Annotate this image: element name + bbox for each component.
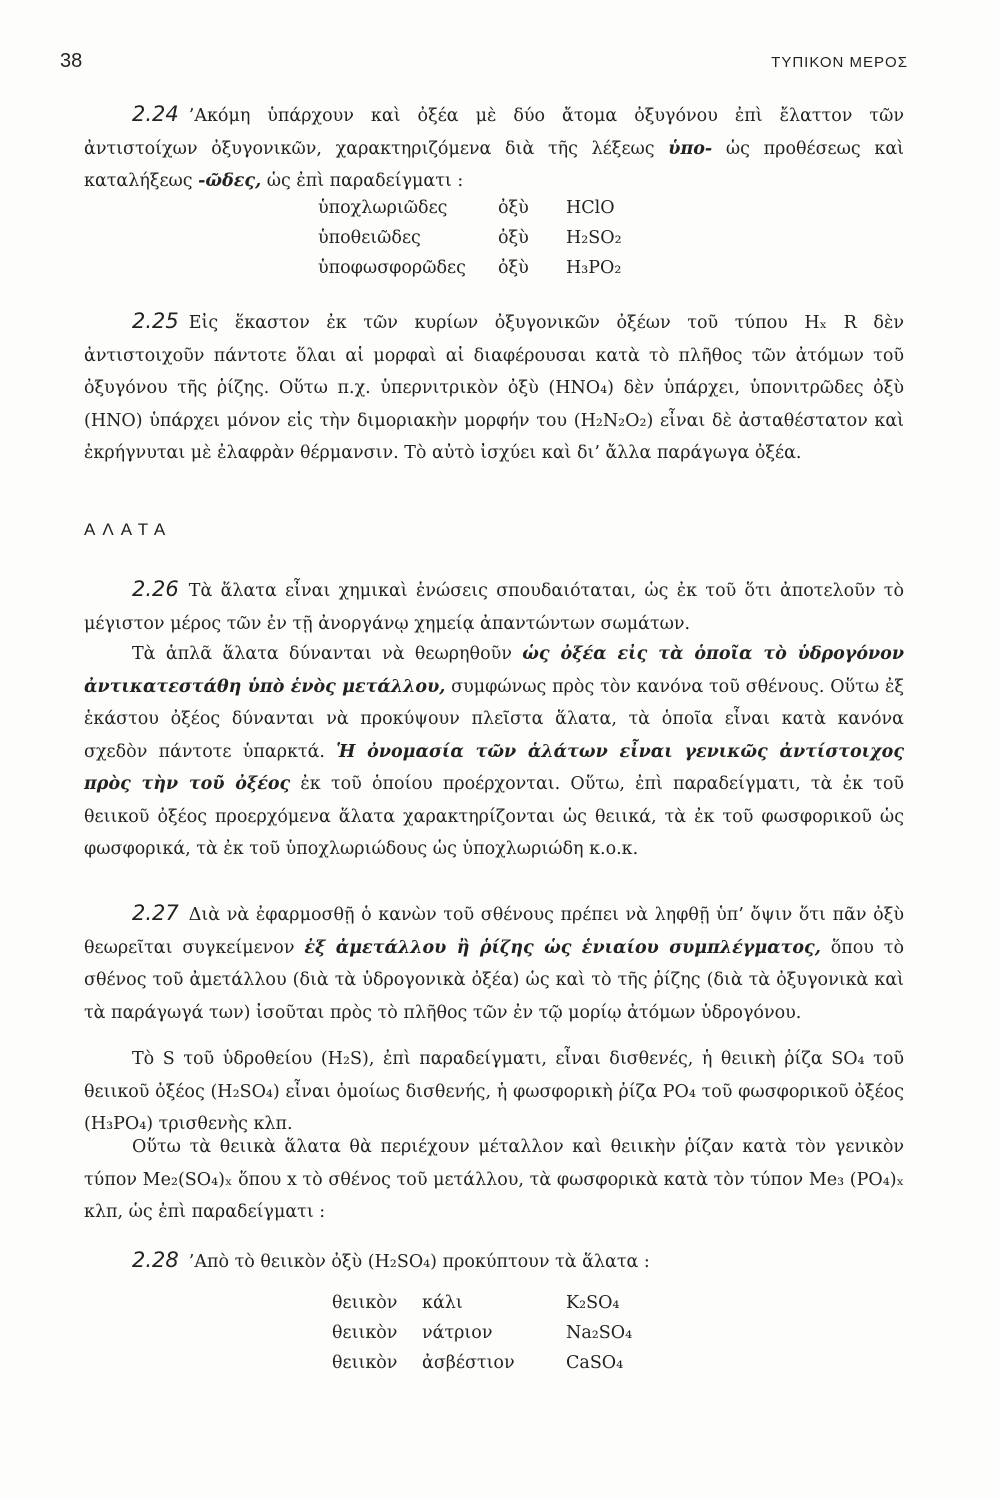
- running-head: ΤΥΠΙΚΟΝ ΜΕΡΟΣ: [771, 54, 908, 71]
- section-number: 2.25: [132, 309, 179, 333]
- acid-name: ὑποφωσφορῶδες: [318, 258, 466, 278]
- salt-formula: K₂SO₄: [566, 1293, 620, 1313]
- section-text: Τὸ S τοῦ ὑδροθείου (H₂S), ἐπὶ παραδείγματι, εἶναι δισθενές, ἡ θειικὴ ῥίζα SO₄ τοῦ θειικοῦ ὀξέος (H₂SO₄) εἶναι ὁμοίως δισθενής, ἡ φωσφορικὴ ῥίζα PO₄ τοῦ φωσφορικοῦ ὀξέος (H₃PO₄) τρισθενὴς κλπ.: [84, 1049, 904, 1134]
- section-heading: ΑΛΑΤΑ: [84, 520, 173, 539]
- table-row: [332, 1348, 632, 1378]
- section-text: Εἰς ἕκαστον ἐκ τῶν κυρίων ὀξυγονικῶν ὀξέων τοῦ τύπου Hₓ R δὲν ἀντιστοιχοῦν πάντοτε ὅλαι αἱ μορφαὶ αἱ διαφέρουσαι κατὰ τὸ πλῆθος τῶν ἀτόμων τοῦ ὀξυγόνου τῆς ῥίζης. Οὕτω π.χ. ὑπερνιτρικὸν ὀξὺ (HNO₄) δὲν ὑπάρχει, ὑπονιτρῶδες ὀξὺ (HNO) ὑπάρχει μόνον εἰς τὴν διμοριακὴν μορφήν του (H₂N₂O₂) εἶναι δὲ ἀσταθέστατον καὶ ἐκρήγνυται μὲ ἐλαφρὰν θέρμανσιν. Τὸ αὐτὸ ἰσχύει καὶ δι’ ἄλλα παράγωγα ὀξέα.: [84, 313, 904, 463]
- section-2-27: [84, 897, 904, 1029]
- salt-metal: νάτριον: [422, 1323, 493, 1343]
- section-text: Οὕτω τὰ θειικὰ ἅλατα θὰ περιέχουν μέταλλον καὶ θειικὴν ῥίζαν κατὰ τὸν γενικὸν τύπον Me₂(SO₄)ₓ ὅπου x τὸ σθένος τοῦ μετάλλου, τὰ φωσφορικὰ κατὰ τὸν τύπον Me₃ (PO₄)ₓ κλπ, ὡς ἐπὶ παραδείγματι :: [84, 1137, 904, 1222]
- emphasis-naming-rule: Ἡ ὀνομασία τῶν ἁλάτων εἶναι γενικῶς ἀντίστοιχος πρὸς τὴν τοῦ ὀξέος: [84, 741, 904, 794]
- section-text: ὡς προθέσεως καὶ καταλήξεως: [84, 138, 904, 191]
- section-text: ὡς ἐπὶ παραδείγματι :: [261, 171, 464, 191]
- table-row: [318, 193, 622, 223]
- section-text: ἐκ τοῦ ὁποίου προέρχονται. Οὕτω, ἐπὶ παραδείγματι, τὰ ἐκ τοῦ θειικοῦ ὀξέος προερχόμενα ἅλατα χαρακτηρίζονται ὡς θειικά, τὰ ἐκ τοῦ φωσφορικοῦ ὡς φωσφορικά, τὰ ἐκ τοῦ ὑποχλωριώδους ὡς ὑποχλωριώδη κ.ο.κ.: [84, 774, 904, 859]
- section-text: Διὰ νὰ ἐφαρμοσθῇ ὁ κανὼν τοῦ σθένους πρέπει νὰ ληφθῇ ὑπ’ ὄψιν ὅτι πᾶν ὀξὺ θεωρεῖται συγκείμενον: [84, 905, 904, 958]
- page-number: 38: [60, 50, 83, 72]
- acid-table: [318, 193, 622, 283]
- acid-formula: H₃PO₂: [566, 258, 622, 278]
- section-2-27-salts: [84, 1131, 904, 1229]
- table-row: [332, 1288, 632, 1318]
- emphasis-definition: ὡς ὀξέα εἰς τὰ ὁποῖα τὸ ὑδρογόνον ἀντικατεστάθη ὑπὸ ἑνὸς μετάλλου,: [84, 644, 904, 697]
- salt-name: θειικὸν: [332, 1293, 398, 1313]
- emphasis-complex: ἐξ ἀμετάλλου ἢ ῥίζης ὡς ἑνιαίου συμπλέγματος,: [304, 937, 821, 958]
- section-text: Τὰ ἅλατα εἶναι χημικαὶ ἑνώσεις σπουδαιόταται, ὡς ἐκ τοῦ ὅτι ἀποτελοῦν τὸ μέγιστον μέρος τῶν ἐν τῇ ἀνοργάνῳ χημείᾳ ἀπαντώντων σωμάτων.: [84, 581, 904, 634]
- acid-kind: ὀξὺ: [498, 258, 529, 278]
- salt-metal: ἀσβέστιον: [422, 1353, 515, 1373]
- acid-kind: ὀξὺ: [498, 198, 529, 218]
- section-text: συμφώνως πρὸς τὸν κανόνα τοῦ σθένους. Οὕτω ἐξ ἑκάστου ὀξέος δύνανται νὰ προκύψουν πλεῖστα ἅλατα, τὰ ὁποῖα εἶναι κατὰ κανόνα σχεδὸν πάντοτε ὑπαρκτά.: [84, 676, 904, 762]
- section-2-27-examples: [84, 1043, 904, 1141]
- acid-formula: HClO: [566, 198, 615, 218]
- section-text: ’Ακόμη ὑπάρχουν καὶ ὀξέα μὲ δύο ἄτομα ὀξυγόνου ἐπὶ ἔλαττον τῶν ἀντιστοίχων ὀξυγονικῶν, χαρακτηριζόμενα διὰ τῆς λέξεως: [84, 106, 904, 159]
- emphasis-prefix: ὑπο-: [668, 138, 713, 159]
- table-row: [318, 253, 622, 283]
- section-2-24: [84, 98, 904, 198]
- acid-kind: ὀξὺ: [498, 228, 529, 248]
- section-number: 2.24: [132, 102, 179, 126]
- salt-formula: Na₂SO₄: [566, 1323, 633, 1343]
- section-2-25: [84, 305, 904, 470]
- acid-name: ὑποθειῶδες: [318, 228, 421, 248]
- salt-formula: CaSO₄: [566, 1353, 624, 1373]
- table-row: [318, 223, 622, 253]
- salt-name: θειικὸν: [332, 1353, 398, 1373]
- emphasis-suffix: -ῶδες,: [198, 171, 262, 191]
- section-text: ’Απὸ τὸ θειικὸν ὀξὺ (H₂SO₄) προκύπτουν τὰ ἅλατα :: [188, 1252, 650, 1272]
- section-text: ὅπου τὸ σθένος τοῦ ἀμετάλλου (διὰ τὰ ὑδρογονικὰ ὀξέα) ὡς καὶ τὸ τῆς ῥίζης (διὰ τὰ ὀξυγονικὰ καὶ τὰ παράγωγά των) ἰσοῦται πρὸς τὸ πλῆθος τῶν ἐν τῷ μορίῳ ἀτόμων ὑδρογόνου.: [84, 937, 904, 1023]
- salt-table: [332, 1288, 632, 1378]
- table-row: [332, 1318, 632, 1348]
- salt-name: θειικὸν: [332, 1323, 398, 1343]
- salt-metal: κάλι: [422, 1293, 463, 1313]
- section-number: 2.26: [132, 577, 179, 601]
- acid-name: ὑποχλωριῶδες: [318, 198, 448, 218]
- acid-formula: H₂SO₂: [566, 228, 622, 248]
- section-2-26-paragraph: [84, 638, 904, 866]
- section-2-26: [84, 573, 904, 640]
- section-text: Τὰ ἁπλᾶ ἅλατα δύνανται νὰ θεωρηθοῦν: [132, 644, 523, 664]
- section-number: 2.27: [132, 901, 179, 925]
- section-2-28: [84, 1244, 904, 1279]
- section-number: 2.28: [132, 1248, 179, 1272]
